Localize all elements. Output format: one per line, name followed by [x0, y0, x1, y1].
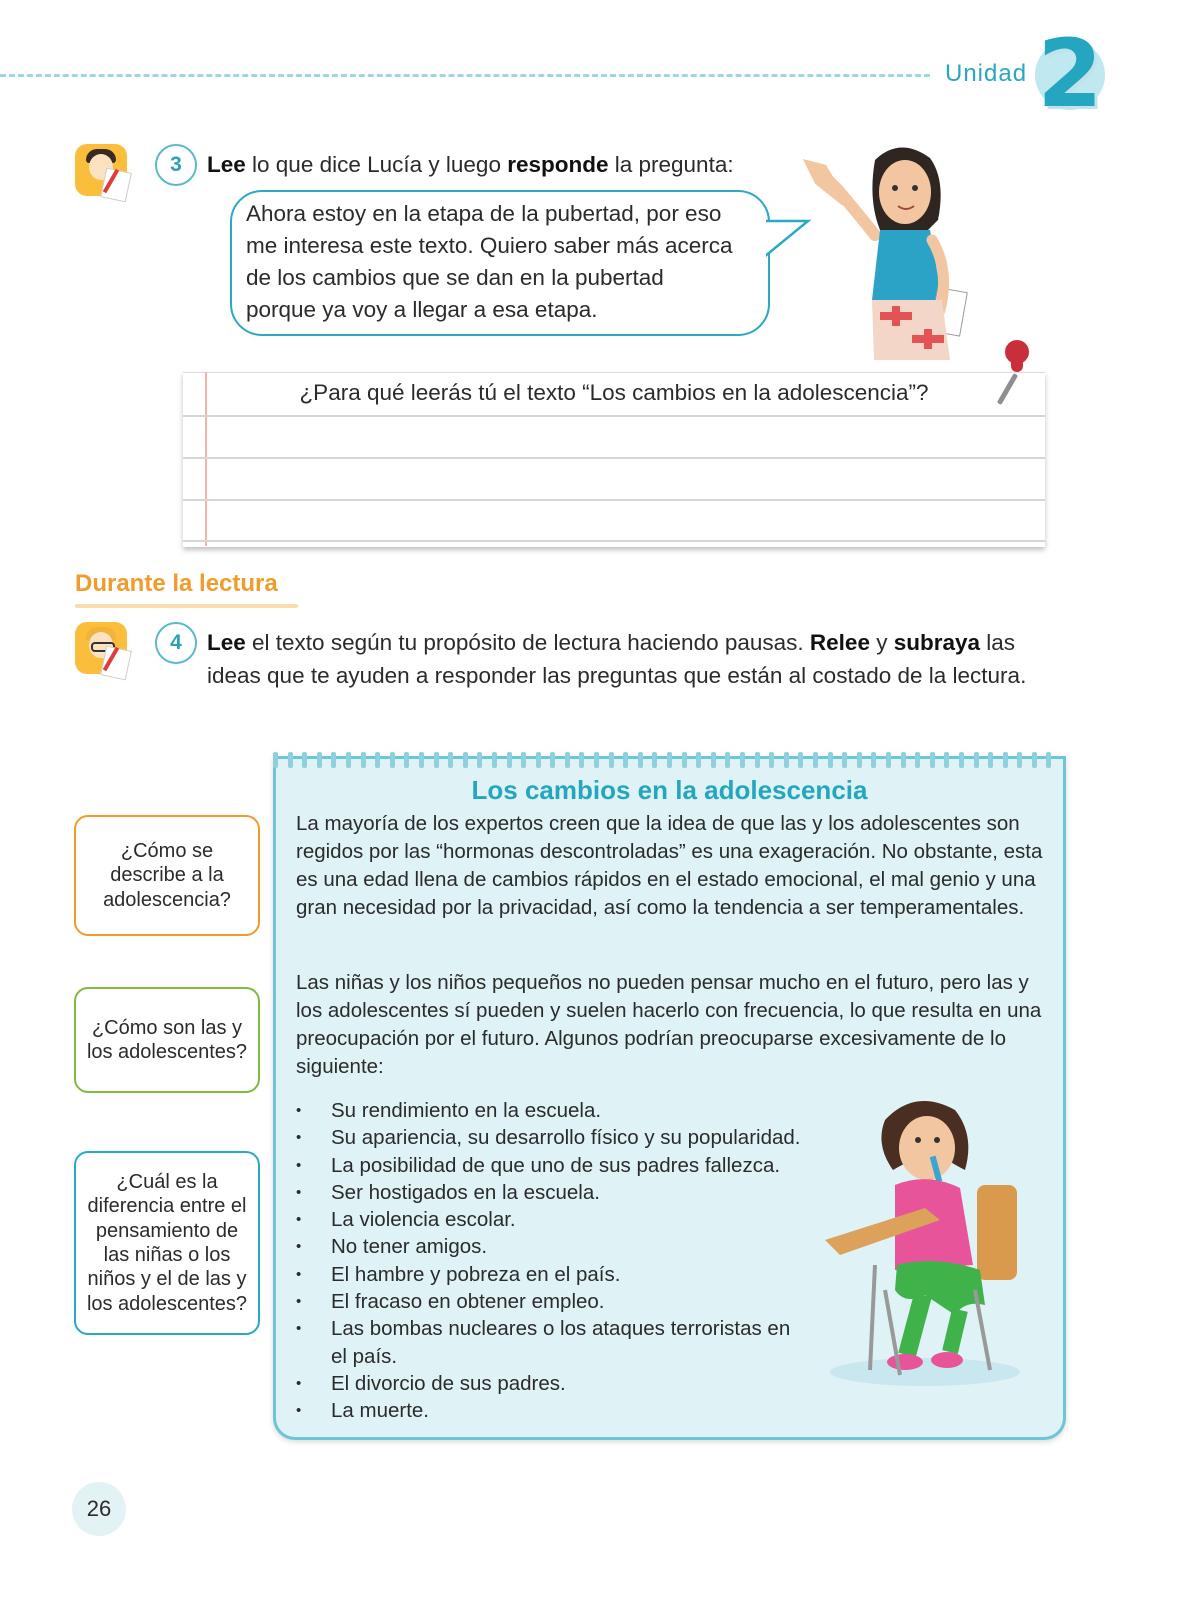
spiral-ring [536, 752, 541, 768]
spiral-ring [565, 752, 570, 768]
side-question-2: ¿Cómo son las y los adolescentes? [74, 987, 260, 1093]
list-item: • El hambre y pobreza en el país. [296, 1261, 836, 1288]
spiral-ring [579, 752, 584, 768]
list-item: • La muerte. [296, 1397, 836, 1424]
pushpin-icon [1005, 340, 1029, 364]
speech-bubble-text: Ahora estoy en la etapa de la pubertad, por eso me interesa este texto. Quiero saber más acerca de los cambios que se dan en la pubertad porque ya voy a llegar a esa etapa. [246, 201, 733, 322]
spiral-ring [944, 752, 949, 768]
spiral-ring [346, 752, 351, 768]
spiral-ring [740, 752, 745, 768]
spiral-ring [959, 752, 964, 768]
spiral-ring [784, 752, 789, 768]
spiral-ring [886, 752, 891, 768]
spiral-ring [930, 752, 935, 768]
reading-paragraph-1: La mayoría de los expertos creen que la idea de que las y los adolescentes son regidos por las “hormonas descontroladas” es una exageración. No obstante, esta es una edad llena de cambios rápidos en el estado emocional, el mal genio y una gran necesidad por la privacidad, así como la tendencia a ser temperamentales. [296, 812, 1043, 919]
worries-list [296, 1097, 836, 1425]
spiral-ring [623, 752, 628, 768]
reading-title: Los cambios en la adolescencia [471, 775, 868, 805]
list-item: • Su rendimiento en la escuela. [296, 1097, 836, 1124]
notebook-line [183, 499, 1045, 501]
notebook-line [183, 540, 1045, 542]
student-glasses-writing-icon [75, 622, 127, 674]
spiral-ring [361, 752, 366, 768]
spiral-ring [1017, 752, 1022, 768]
spiral-ring [594, 752, 599, 768]
header-dashed-line [0, 74, 930, 77]
activity-number: 4 [155, 622, 197, 664]
girl-at-desk-illustration [815, 1090, 1035, 1390]
spiral-ring [842, 752, 847, 768]
spiral-ring [1046, 752, 1051, 768]
spiral-ring [390, 752, 395, 768]
list-item: • No tener amigos. [296, 1233, 836, 1260]
list-item: • Ser hostigados en la escuela. [296, 1179, 836, 1206]
list-item: • La violencia escolar. [296, 1206, 836, 1233]
spiral-ring [448, 752, 453, 768]
spiral-ring [682, 752, 687, 768]
spiral-ring [901, 752, 906, 768]
side-question-1: ¿Cómo se describe a la adolescencia? [74, 815, 260, 936]
spiral-ring [463, 752, 468, 768]
side-question-3: ¿Cuál es la diferencia entre el pensamiento de las niñas o los niños y el de las y los adolescentes? [74, 1151, 260, 1335]
spiral-ring [288, 752, 293, 768]
spiral-ring [1003, 752, 1008, 768]
spiral-ring [492, 752, 497, 768]
spiral-ring [419, 752, 424, 768]
list-item: • Su apariencia, su desarrollo físico y su popularidad. [296, 1124, 836, 1151]
notebook-spiral [273, 752, 1066, 772]
spiral-ring [375, 752, 380, 768]
spiral-ring [1032, 752, 1037, 768]
notebook-line [183, 415, 1045, 417]
reading-paragraph-2: Las niñas y los niños pequeños no pueden pensar mucho en el futuro, pero las y los adolescentes sí pueden y suelen hacerlo con frecuencia, lo que resulta en una preocupación por el futuro. Algunos podrían preocuparse excesivamente de lo siguiente: [296, 971, 1042, 1078]
spiral-ring [798, 752, 803, 768]
spiral-ring [550, 752, 555, 768]
notebook-line [183, 457, 1045, 459]
spiral-ring [711, 752, 716, 768]
spiral-ring [725, 752, 730, 768]
page-number: 26 [72, 1482, 126, 1536]
spiral-ring [609, 752, 614, 768]
spiral-ring [755, 752, 760, 768]
list-item: • La posibilidad de que uno de sus padres fallezca. [296, 1152, 836, 1179]
spiral-ring [331, 752, 336, 768]
spiral-ring [652, 752, 657, 768]
activity-4-instruction: Lee el texto según tu propósito de lectura haciendo pausas. Relee y subraya las ideas que te ayuden a responder las preguntas que están al costado de la lectura. [207, 630, 1027, 688]
list-item: • Las bombas nucleares o los ataques terroristas en el país. [296, 1315, 796, 1370]
list-item: • El divorcio de sus padres. [296, 1370, 836, 1397]
section-underline [75, 604, 298, 608]
list-item: • El fracaso en obtener empleo. [296, 1288, 836, 1315]
activity-3-instruction: Lee lo que dice Lucía y luego responde la pregunta: [207, 152, 734, 177]
spiral-ring [915, 752, 920, 768]
lucia-illustration [800, 140, 1000, 360]
spiral-ring [974, 752, 979, 768]
section-title: Durante la lectura [75, 570, 278, 597]
spiral-ring [813, 752, 818, 768]
spiral-ring [273, 752, 278, 768]
spiral-ring [477, 752, 482, 768]
spiral-ring [769, 752, 774, 768]
notebook-question: ¿Para qué leerás tú el texto “Los cambios en la adolescencia”? [299, 380, 929, 405]
spiral-ring [828, 752, 833, 768]
spiral-ring [638, 752, 643, 768]
unit-label: Unidad [945, 60, 1028, 87]
spiral-ring [521, 752, 526, 768]
student-writing-icon [75, 144, 127, 196]
spiral-ring [857, 752, 862, 768]
spiral-ring [404, 752, 409, 768]
unit-number: 2 [1037, 20, 1103, 129]
spiral-ring [988, 752, 993, 768]
spiral-ring [667, 752, 672, 768]
activity-number: 3 [155, 144, 197, 186]
spiral-ring [871, 752, 876, 768]
spiral-ring [302, 752, 307, 768]
spiral-ring [507, 752, 512, 768]
spiral-ring [317, 752, 322, 768]
spiral-ring [696, 752, 701, 768]
spiral-ring [434, 752, 439, 768]
